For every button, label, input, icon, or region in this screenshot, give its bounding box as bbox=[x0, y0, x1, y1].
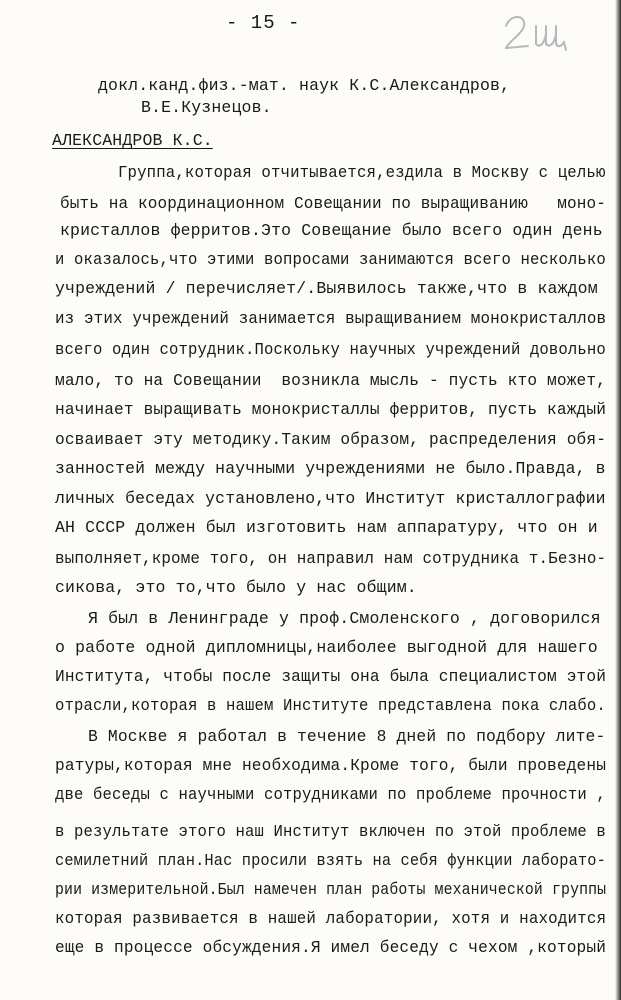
text-line: мало, то на Совещании возникла мысль - пусть кто может, bbox=[55, 371, 607, 390]
text-line: кристаллов ферритов.Это Совещание было всего один день bbox=[60, 221, 603, 240]
text-line: две беседы с научными сотрудниками по проблеме прочности , bbox=[55, 785, 606, 804]
text-line: рии измерительной.Был намечен план работы механической группы bbox=[55, 880, 607, 899]
text-line: Я был в Ленинграде у проф.Смоленского , договорился bbox=[88, 609, 601, 628]
text-line: учреждений / перечисляет/.Выявилось также,что в каждом bbox=[55, 279, 598, 298]
page-edge-shadow bbox=[615, 0, 621, 1000]
text-line: быть на координационном Совещании по выращиванию моно- bbox=[60, 194, 607, 213]
text-line: в результате этого наш Институт включен по этой проблеме в bbox=[55, 822, 606, 841]
text-line: АН СССР должен был изготовить нам аппаратуру, что он и bbox=[55, 518, 598, 537]
text-line: осваивает эту методику.Таким образом, распределения обя- bbox=[55, 430, 607, 449]
text-line: выполняет,кроме того, он направил нам сотрудника т.Безно- bbox=[55, 549, 607, 568]
text-line: В Москве я работал в течение 8 дней по подбору лите- bbox=[88, 727, 606, 746]
text-line: и оказалось,что этими вопросами занимаются всего несколько bbox=[55, 250, 606, 269]
text-line: всего один сотрудник.Поскольку научных учреждений довольно bbox=[55, 340, 606, 359]
speaker-name: АЛЕКСАНДРОВ К.С. bbox=[52, 131, 213, 150]
page-number: - 15 - bbox=[226, 12, 301, 34]
text-line: Группа,которая отчитывается,ездила в Москву с целью bbox=[118, 163, 606, 182]
text-line: Института, чтобы после защиты она была специалистом этой bbox=[55, 667, 607, 686]
text-line: начинает выращивать монокристаллы ферритов, пусть каждый bbox=[55, 400, 607, 419]
text-line: из этих учреждений занимается выращиванием монокристаллов bbox=[55, 309, 607, 328]
text-line: отрасли,которая в нашем Институте представлена пока слабо. bbox=[55, 696, 606, 715]
text-line: семилетний план.Нас просили взять на себя функции лаборато- bbox=[55, 851, 606, 870]
text-line: о работе одной дипломницы,наиболее выгодной для нашего bbox=[55, 638, 598, 657]
text-line: которая развивается в нашей лаборатории, хотя и находится bbox=[55, 909, 607, 928]
text-line: личных беседах установлено,что Институт кристаллографии bbox=[55, 489, 606, 508]
authors-line-1: докл.канд.физ.-мат. наук К.С.Александров, bbox=[98, 76, 511, 95]
handwritten-annotation bbox=[500, 4, 590, 52]
text-line: сикова, это то,что было у нас общим. bbox=[55, 578, 417, 597]
text-line: еще в процессе обсуждения.Я имел беседу с чехом ,который bbox=[55, 938, 607, 957]
text-line: занностей между научными учреждениями не было.Правда, в bbox=[55, 459, 606, 478]
text-line: ратуры,которая мне необходима.Кроме того, были проведены bbox=[55, 756, 607, 775]
authors-line-2: В.Е.Кузнецов. bbox=[141, 98, 272, 117]
